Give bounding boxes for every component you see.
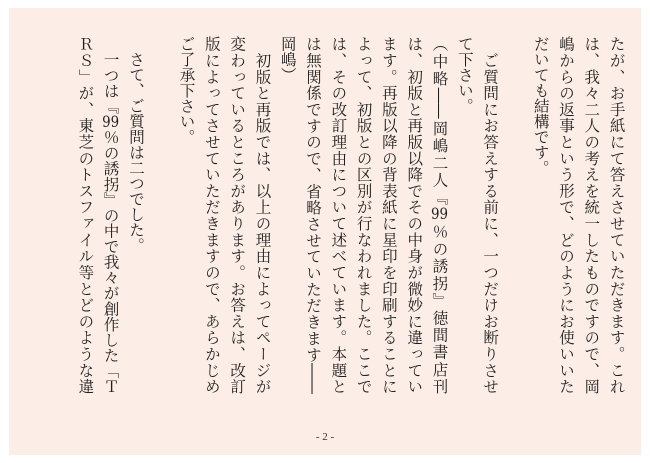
text-line: 初版と再版では、以上の理由によってページが [253, 36, 272, 394]
text-line: よって、初版との区別が行なわれました。ここで [354, 36, 373, 394]
text-line: ご了承下さい。 [177, 36, 196, 145]
text-line: さて、ご質問は二つでした。 [126, 36, 145, 253]
text-line: は、我々二人の考えを統一したものですので、岡 [582, 36, 601, 394]
text-line: 変わっているところがあります。お答えは、改訂 [228, 36, 247, 394]
text-line: 一つは『99％の誘拐』の中で我々が創作した「Ｔ [101, 36, 120, 394]
text-line: たが、お手紙にて答えさせていただきます。これ [607, 36, 626, 394]
text-line: は無関係ですので、省略させていただきます―― [304, 36, 323, 394]
page-number: - 2 - [315, 431, 335, 443]
text-line: 版によってさせていただきますので、あらかじめ [202, 36, 221, 394]
text-line: 岡嶋） [278, 36, 297, 83]
vertical-text-body [72, 36, 629, 394]
text-line: だいても結構です。 [531, 36, 550, 176]
upright-number: 99 [430, 206, 449, 222]
text-line: は、初版と再版以降でその中身が微妙に違ってい [405, 36, 424, 394]
blank-line [148, 36, 173, 394]
text-line: ご質問にお答えする前に、一つだけお断りさせ [481, 36, 500, 394]
text-line: （中略――岡嶋二人『99％の誘拐』徳間書店刊 [430, 36, 449, 395]
text-line: ます。再版以降の背表紙に星印を印刷することに [379, 36, 398, 394]
text-line: ＲＳ」が、東芝のトスファイル等とどのような違 [76, 36, 95, 394]
text-line: 嶋からの返事という形で、どのようにお使いいた [557, 36, 575, 394]
text-line: て下さい。 [455, 36, 474, 114]
upright-number: 99 [102, 113, 120, 130]
blank-line [502, 36, 527, 394]
text-line: は、その改訂理由について述べています。本題と [329, 36, 348, 394]
